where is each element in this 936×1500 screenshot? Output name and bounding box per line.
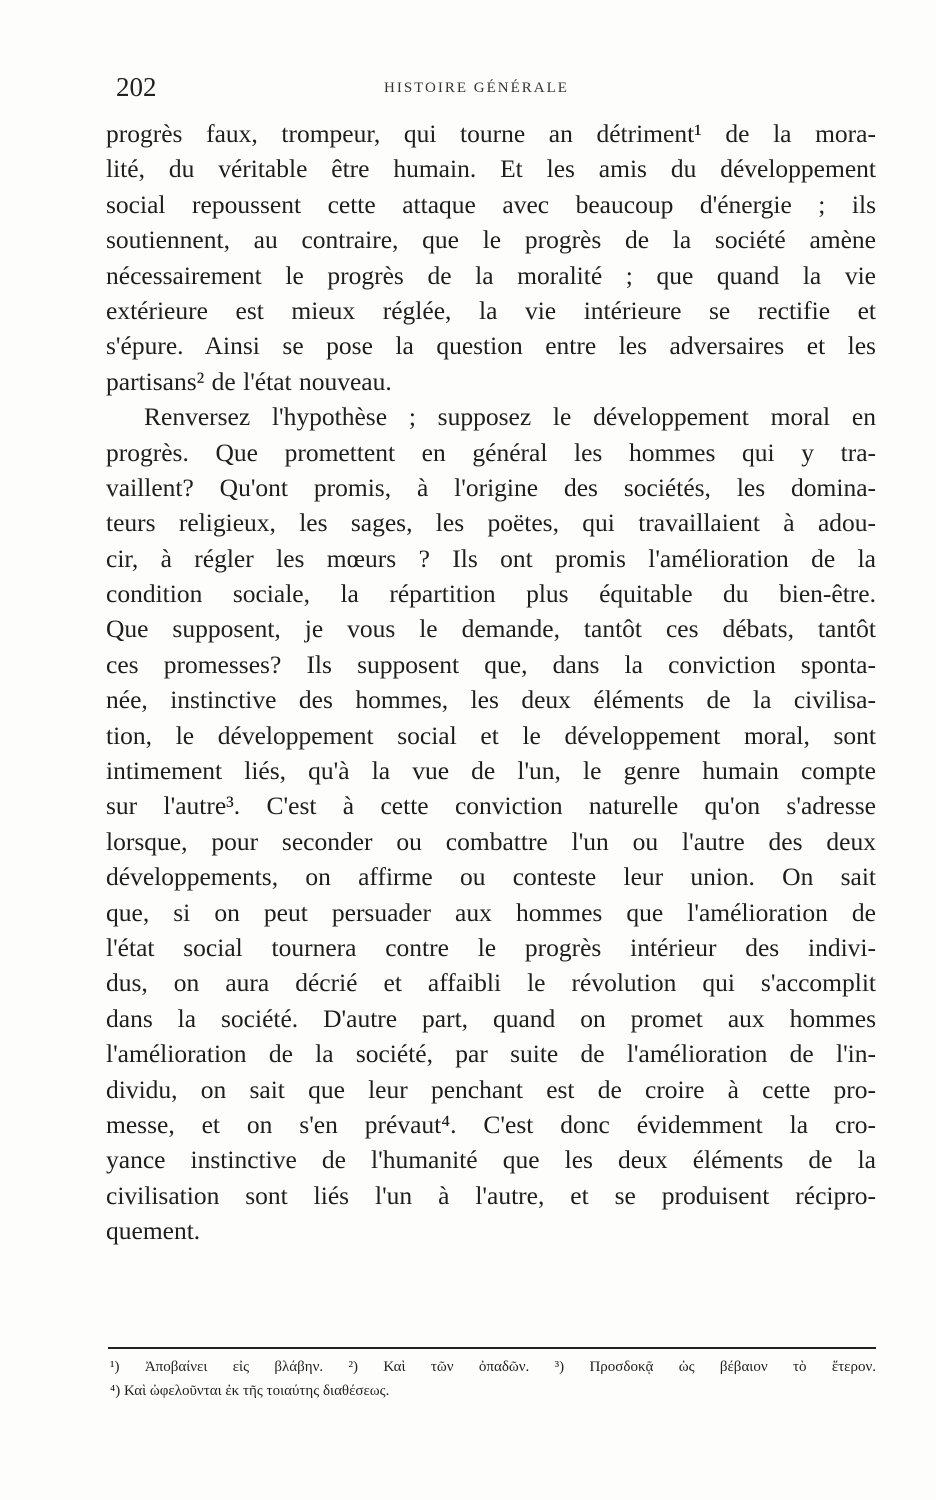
- running-title: HISTOIRE GÉNÉRALE: [384, 80, 569, 96]
- footnotes: [110, 1355, 876, 1403]
- text-line: lorsque, pour seconder ou combattre l'un ou l'autre des deux: [106, 826, 876, 856]
- text-line: quement.: [106, 1216, 201, 1246]
- text-line: l'amélioration de la société, par suite de l'amélioration de l'in-: [106, 1039, 876, 1069]
- text-line: ces promesses? Ils supposent que, dans la conviction sponta-: [106, 649, 876, 679]
- body-text: [106, 116, 876, 1249]
- text-line: teurs religieux, les sages, les poëtes, qui travaillaient à adou-: [106, 508, 876, 538]
- text-line: messe, et on s'en prévaut⁴. C'est donc évidemment la cro-: [106, 1109, 876, 1139]
- text-line: partisans² de l'état nouveau.: [106, 366, 392, 396]
- footnote-rule: [108, 1347, 876, 1349]
- text-line: cir, à régler les mœurs ? Ils ont promis l'amélioration de la: [106, 543, 876, 573]
- footnote-line: ⁴) Καὶ ὠφελοῦνται ἐκ τῆς τοιαύτης διαθέσεως.: [110, 1383, 390, 1399]
- page-number: 202: [116, 72, 157, 102]
- text-line: dus, on aura décrié et affaibli le révolution qui s'accomplit: [106, 968, 876, 998]
- text-line: extérieure est mieux réglée, la vie intérieure se rectifie et: [106, 295, 876, 325]
- text-line: civilisation sont liés l'un à l'autre, et se produisent récipro-: [106, 1180, 876, 1210]
- text-line: l'état social tournera contre le progrès intérieur des indivi-: [106, 932, 876, 962]
- text-line: dividu, on sait que leur penchant est de croire à cette pro-: [106, 1074, 876, 1104]
- text-line: tion, le développement social et le développement moral, sont: [106, 720, 876, 750]
- text-line: que, si on peut persuader aux hommes que l'amélioration de: [106, 897, 876, 927]
- text-line: Que supposent, je vous le demande, tantôt ces débats, tantôt: [106, 614, 876, 644]
- text-line: social repoussent cette attaque avec beaucoup d'énergie ; ils: [106, 189, 876, 219]
- text-line: intimement liés, qu'à la vue de l'un, le genre humain compte: [106, 756, 876, 786]
- text-line: condition sociale, la répartition plus équitable du bien-être.: [106, 579, 876, 609]
- text-line: dans la société. D'autre part, quand on promet aux hommes: [106, 1003, 876, 1033]
- text-line: sur l'autre³. C'est à cette conviction naturelle qu'on s'adresse: [106, 791, 876, 821]
- text-line: progrès faux, trompeur, qui tourne an détriment¹ de la mora-: [106, 119, 876, 148]
- text-line: vaillent? Qu'ont promis, à l'origine des sociétés, les domina-: [106, 472, 876, 502]
- text-line: progrès. Que promettent en général les hommes qui y tra-: [106, 437, 876, 467]
- page-header: [112, 72, 872, 112]
- text-line: lité, du véritable être humain. Et les amis du développement: [106, 154, 876, 184]
- text-line: soutiennent, au contraire, que le progrès de la société amène: [106, 225, 876, 255]
- text-line: nécessairement le progrès de la moralité ; que quand la vie: [106, 260, 876, 290]
- footnote-line: ¹) Ἀποβαίνει εἰς βλάβην. ²) Καὶ τῶν ὀπαδῶν. ³) Προσδοκᾷ ὡς βέβαιον τὸ ἕτερον.: [110, 1359, 876, 1375]
- text-line: yance instinctive de l'humanité que les deux éléments de la: [106, 1145, 876, 1175]
- text-line: s'épure. Ainsi se pose la question entre les adversaires et les: [106, 331, 876, 361]
- text-line: née, instinctive des hommes, les deux éléments de la civilisa-: [106, 685, 876, 715]
- text-line: Renversez l'hypothèse ; supposez le développement moral en: [144, 402, 876, 432]
- text-line: développements, on affirme ou conteste leur union. On sait: [106, 862, 876, 892]
